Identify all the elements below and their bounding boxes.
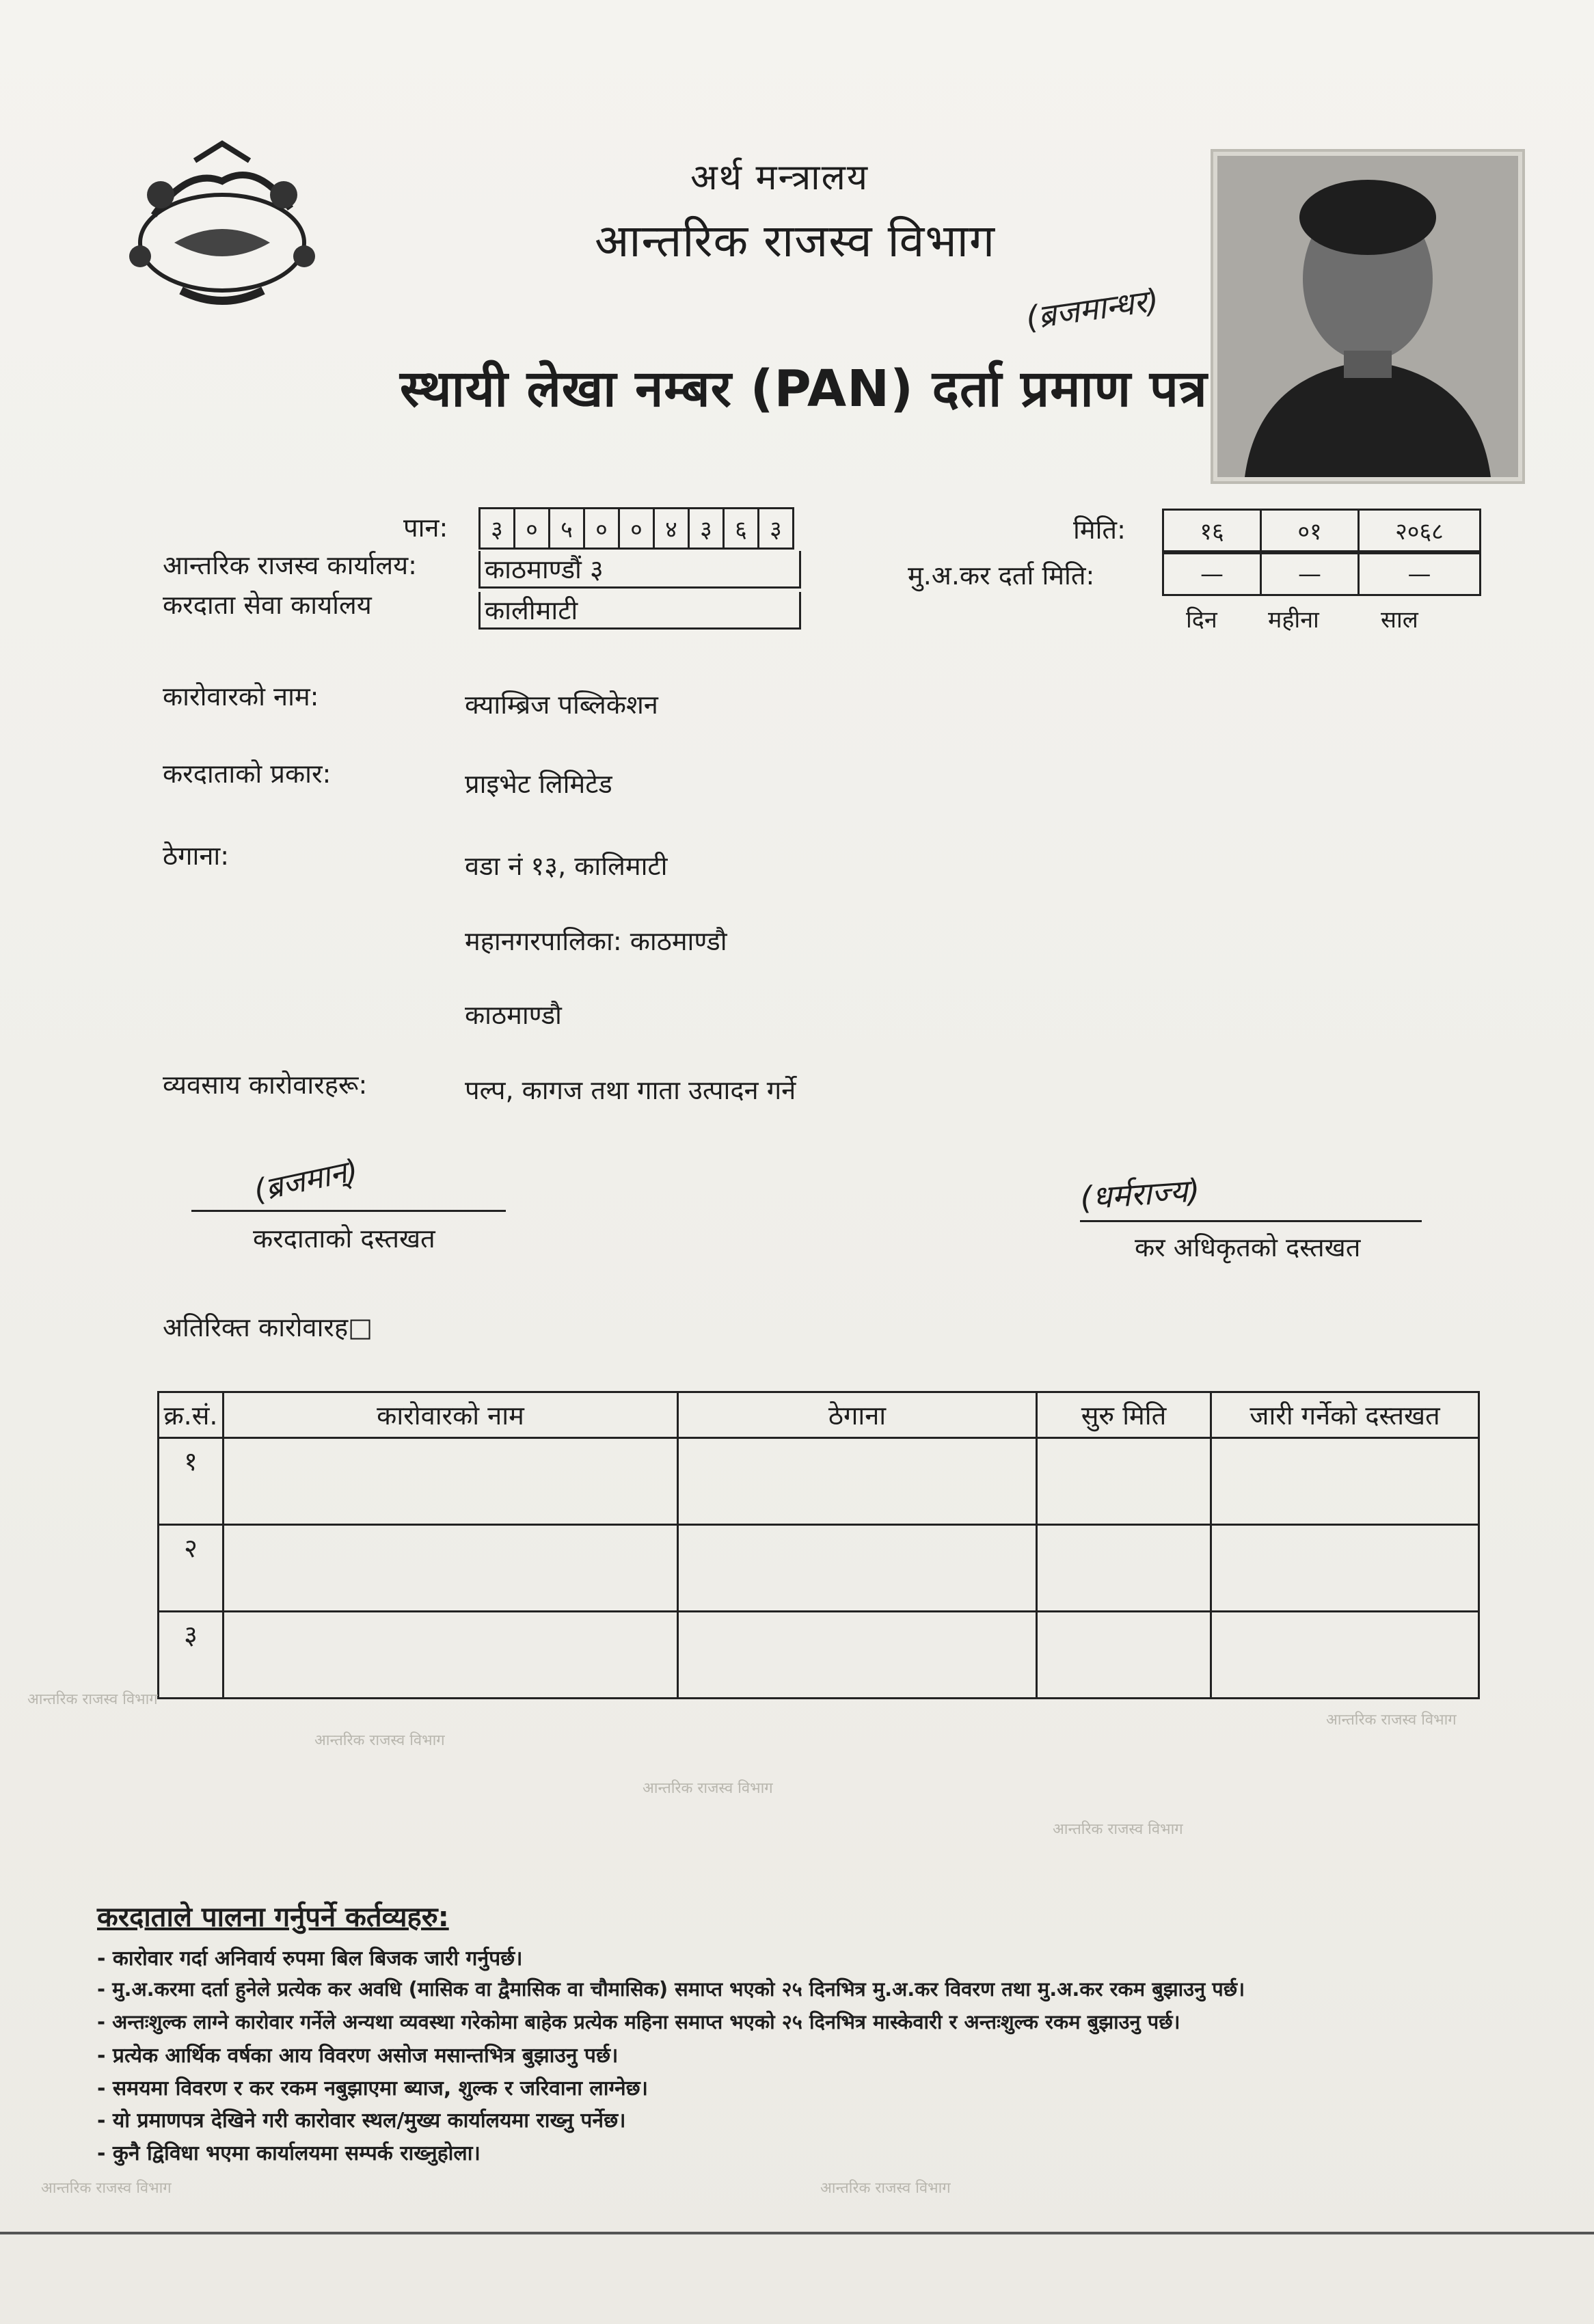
pan-digit: ० xyxy=(515,509,550,548)
background-watermark-area xyxy=(27,1681,1565,1880)
department-name: आन्तरिक राजस्व विभाग xyxy=(595,215,996,267)
officer-signature-label: कर अधिकृतको दस्तखत xyxy=(1135,1232,1361,1262)
registration-date-boxes xyxy=(1162,509,1481,552)
vat-date-boxes: — — — xyxy=(1162,552,1481,596)
certificate-title: स्थायी लेखा नम्बर (PAN) दर्ता प्रमाण पत्र xyxy=(400,360,1208,418)
column-serial: क्र.सं. xyxy=(159,1392,224,1438)
taxpayer-signature-line xyxy=(191,1210,506,1212)
table-row xyxy=(159,1525,1479,1612)
date-year: २०६८ xyxy=(1395,518,1444,545)
column-business-name: कारोवारको नाम xyxy=(224,1392,678,1438)
pan-digit: ५ xyxy=(550,509,585,548)
watermark-text: आन्तरिक राजस्व विभाग xyxy=(314,1732,445,1749)
duty-item: - मु.अ.करमा दर्ता हुनेले प्रत्येक कर अवधि (मासिक वा द्वैमासिक वा चौमासिक) समाप्त भएको २५ दिनभित्र मु.अ.कर विवरण तथा मु.अ.कर रकम बुझाउनु पर्छ। xyxy=(97,1977,1245,2001)
duty-item: - यो प्रमाणपत्र देखिने गरी कारोवार स्थल/मुख्य कार्यालयमा राख्नु पर्नेछ। xyxy=(97,2109,626,2133)
address-line3: काठमाण्डौ xyxy=(465,1000,562,1030)
address-line2: महानगरपालिका: काठमाण्डौ xyxy=(465,926,727,956)
row-serial: ३ xyxy=(159,1612,224,1699)
duty-item: - कुनै द्विविधा भएमा कार्यालयमा सम्पर्क राख्नुहोला। xyxy=(97,2141,481,2165)
taxpayer-type-value: प्राइभेट लिमिटेड xyxy=(465,769,612,799)
nepal-emblem-icon xyxy=(113,140,332,318)
date-label: मिति: xyxy=(1073,515,1126,545)
row-serial: १ xyxy=(159,1438,224,1525)
taxpayer-signature: (ब्रजमान्) xyxy=(250,1152,362,1209)
date-header-day: दिन xyxy=(1186,606,1217,634)
applicant-photo xyxy=(1213,152,1522,481)
date-month: ०१ xyxy=(1262,511,1360,550)
column-start-date: सुरु मिति xyxy=(1037,1392,1211,1438)
ird-office-label: आन्तरिक राजस्व कार्यालय: xyxy=(163,550,417,580)
taxpayer-type-label: करदाताको प्रकार: xyxy=(163,759,332,789)
row-serial: २ xyxy=(159,1525,224,1612)
address-label: ठेगाना: xyxy=(163,841,230,871)
pan-label: पान: xyxy=(403,513,448,543)
table-header-row xyxy=(159,1392,1479,1438)
pan-digit: ३ xyxy=(690,509,725,548)
business-name-value: क्याम्ब्रिज पब्लिकेशन xyxy=(465,690,658,720)
watermark-text: आन्तरिक राजस्व विभाग xyxy=(27,1691,158,1708)
taxpayer-service-value: कालीमाटी xyxy=(478,592,801,630)
vat-date-label: मु.अ.कर दर्ता मिति: xyxy=(908,560,1095,591)
pan-digit: ६ xyxy=(725,509,759,548)
duty-item: - कारोवार गर्दा अनिवार्य रुपमा बिल बिजक जारी गर्नुपर्छ। xyxy=(97,1947,523,1971)
watermark-text: आन्तरिक राजस्व विभाग xyxy=(820,2180,951,2197)
taxpayer-signature-label: करदाताको दस्तखत xyxy=(253,1224,435,1254)
officer-signature: (धर्मराज्य) xyxy=(1079,1171,1202,1217)
watermark-text: आन्तरिक राजस्व विभाग xyxy=(1326,1712,1457,1729)
photo-attestation-signature: (ब्रजमान्धर) xyxy=(1023,281,1161,337)
activities-value: पल्प, कागज तथा गाता उत्पादन गर्ने xyxy=(465,1075,796,1105)
watermark-text: आन्तरिक राजस्व विभाग xyxy=(643,1780,773,1797)
pan-digit: ३ xyxy=(481,509,515,548)
watermark-text: आन्तरिक राजस्व विभाग xyxy=(1053,1821,1183,1838)
table-row xyxy=(159,1438,1479,1525)
ministry-name: अर्थ मन्त्रालय xyxy=(690,157,869,198)
business-name-label: कारोवारको नाम: xyxy=(163,681,319,712)
additional-business-heading: अतिरिक्त कारोवारह□ xyxy=(163,1312,373,1342)
officer-signature-line xyxy=(1080,1220,1422,1222)
column-issuer-signature: जारी गर्नेको दस्तखत xyxy=(1211,1392,1479,1438)
additional-business-table xyxy=(157,1391,1480,1699)
ird-office-value: काठमाण्डौं ३ xyxy=(478,551,801,589)
taxpayer-service-label: करदाता सेवा कार्यालय xyxy=(163,590,372,620)
column-address: ठेगाना xyxy=(678,1392,1037,1438)
pan-digit: ४ xyxy=(655,509,690,548)
activities-label: व्यवसाय कारोवारहरू: xyxy=(163,1070,368,1100)
pan-digit: ० xyxy=(585,509,620,548)
watermark-text: आन्तरिक राजस्व विभाग xyxy=(41,2180,172,2197)
duty-item: - प्रत्येक आर्थिक वर्षका आय विवरण असोज मसान्तभित्र बुझाउनु पर्छ। xyxy=(97,2044,619,2068)
pan-digit: ० xyxy=(620,509,655,548)
duty-item: - अन्तःशुल्क लाग्ने कारोवार गर्नेले अन्यथा व्यवस्था गरेकोमा बाहेक प्रत्येक महिना समाप्त भएको २५ दिनभित्र मास्केवारी र अन्तःशुल्क रकम बुझाउनु पर्छ। xyxy=(97,2010,1180,2033)
pan-digit: ३ xyxy=(770,516,782,543)
date-header-year: साल xyxy=(1381,606,1418,634)
pan-number-boxes xyxy=(478,507,794,550)
date-day: १६ xyxy=(1164,511,1262,550)
duties-title: करदाताले पालना गर्नुपर्ने कर्तव्यहरु: xyxy=(97,1902,449,1933)
date-header-month: महीना xyxy=(1268,606,1319,634)
bottom-fold-line xyxy=(0,2232,1594,2234)
duty-item: - समयमा विवरण र कर रकम नबुझाएमा ब्याज, शुल्क र जरिवाना लाग्नेछ। xyxy=(97,2077,648,2100)
address-line1: वडा नं १३, कालिमाटी xyxy=(465,851,668,881)
